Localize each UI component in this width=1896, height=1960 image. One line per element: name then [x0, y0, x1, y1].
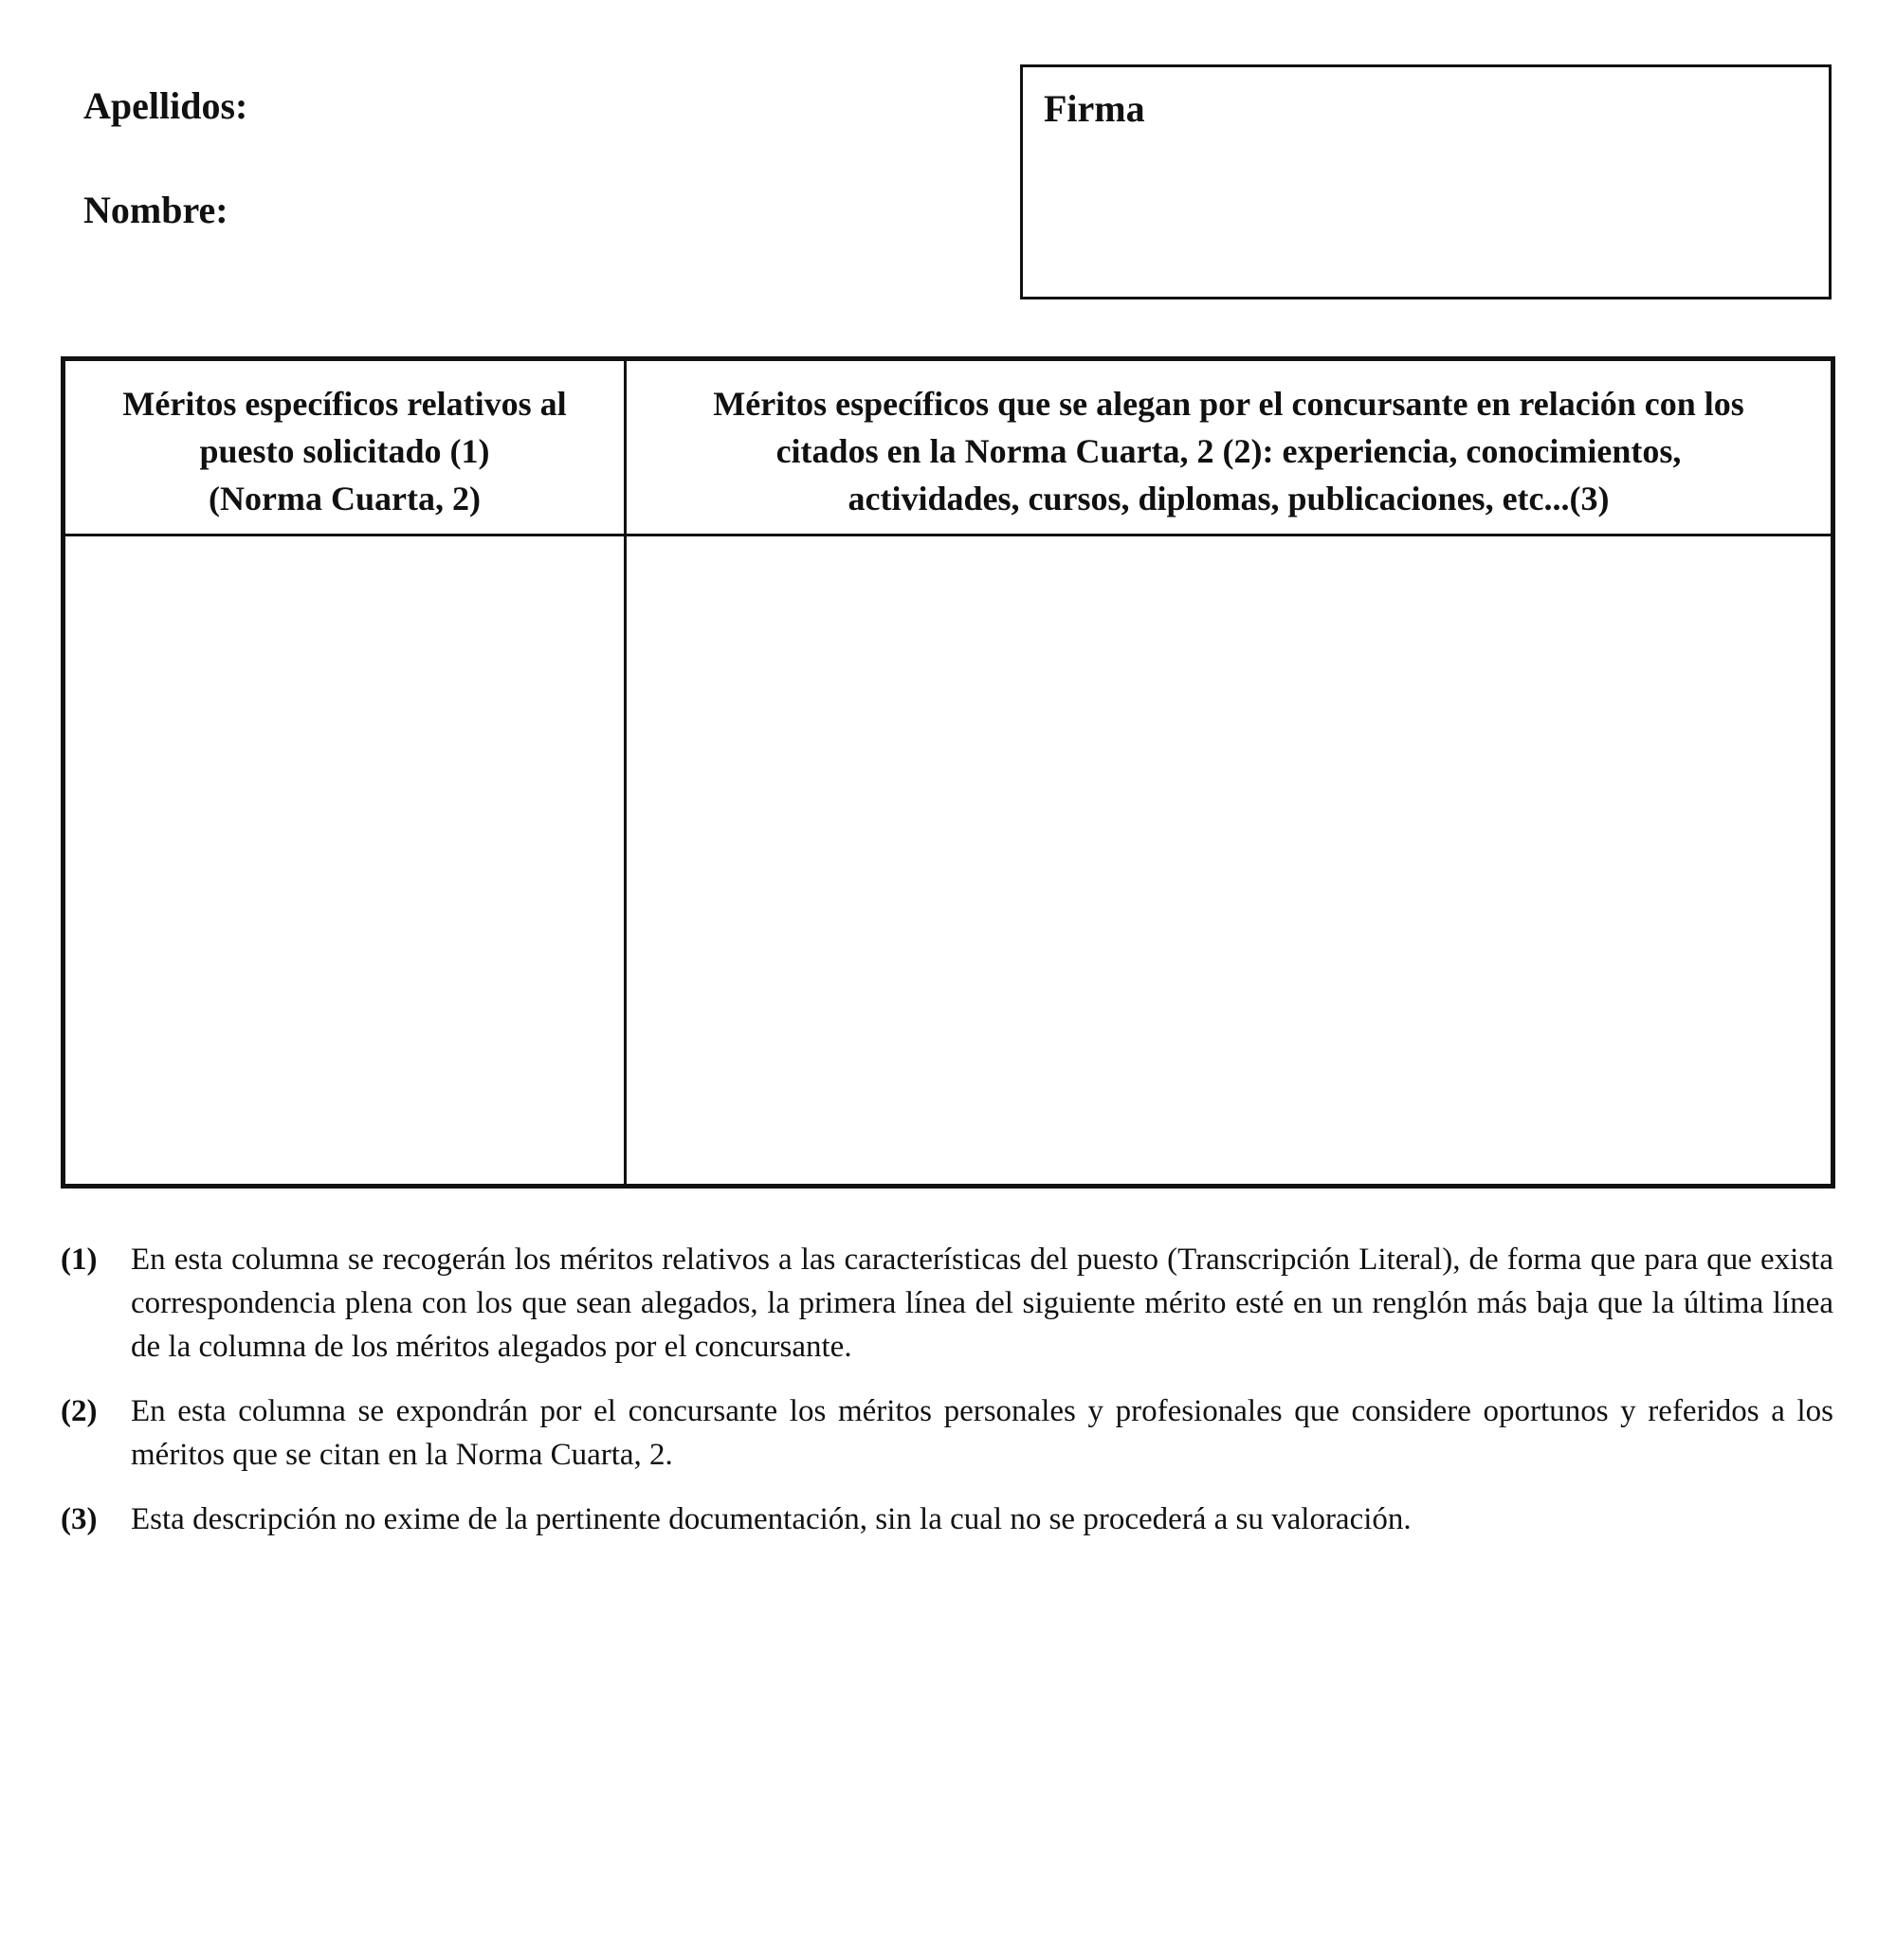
footnote-text: En esta columna se recogerán los méritos relativos a las características del puesto (Transcripción Literal), de forma que para que exista correspondencia plena con los que sean alegados, la primera línea del siguiente mérito esté en un renglón más baja que la última línea de la columna de los méritos alegados por el concursante.	[131, 1243, 1833, 1364]
required-merits-cell[interactable]	[65, 536, 624, 1184]
footnotes	[61, 1238, 1833, 1562]
apellidos-label: Apellidos:	[83, 84, 248, 127]
footnote-text: Esta descripción no exime de la pertinente documentación, sin la cual no se procederá a su valoración.	[131, 1502, 1412, 1536]
footnote	[61, 1497, 1833, 1541]
merits-table	[61, 356, 1835, 1189]
signature-label: Firma	[1044, 87, 1145, 130]
column-header-alleged-merits: Méritos específicos que se alegan por el concursante en relación con los citados en la Norma Cuarta, 2 (2): experiencia, conocimientos, actividades, cursos, diplomas, publicaciones, etc...(3)	[713, 385, 1744, 517]
footnote-number: (1)	[61, 1243, 98, 1277]
alleged-merits-cell[interactable]	[627, 536, 1831, 1184]
footnote	[61, 1238, 1833, 1369]
signature-box[interactable]	[1020, 64, 1832, 299]
footnote-number: (2)	[61, 1394, 98, 1428]
footnote-text: En esta columna se expondrán por el concursante los méritos personales y profesionales que considere oportunos y referidos a los méritos que se citan en la Norma Cuarta, 2.	[131, 1394, 1833, 1472]
footnote-number: (3)	[61, 1502, 98, 1536]
footnote	[61, 1389, 1833, 1477]
column-header-required-merits: Méritos específicos relativos al puesto solicitado (1) (Norma Cuarta, 2)	[122, 385, 567, 517]
nombre-label: Nombre:	[83, 189, 228, 231]
